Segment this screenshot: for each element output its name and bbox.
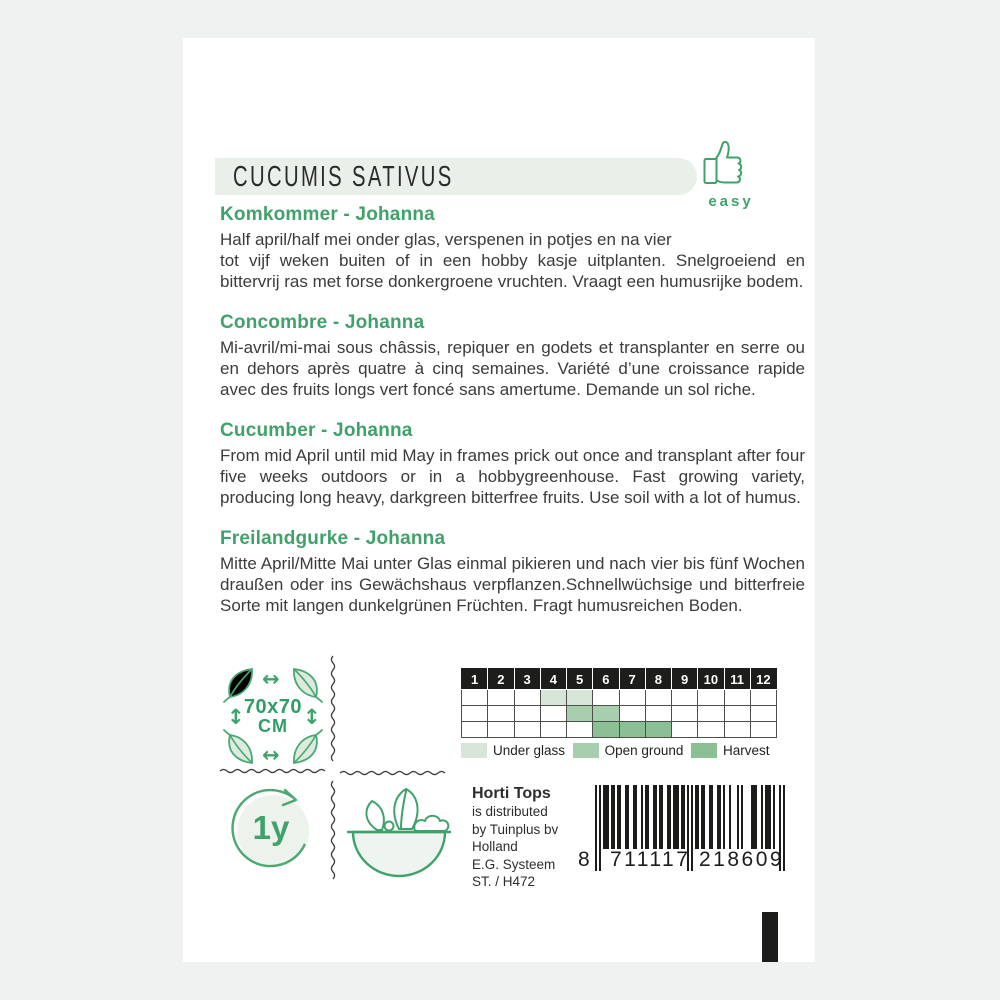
legend-label: Under glass bbox=[493, 743, 566, 758]
calendar-month-header: 9 bbox=[672, 669, 698, 690]
viability-label: 1y bbox=[252, 809, 290, 846]
section-heading-en: Cucumber - Johanna bbox=[220, 420, 413, 441]
distributor-name: Horti Tops bbox=[472, 785, 551, 802]
calendar-month-header: 7 bbox=[619, 669, 645, 690]
species-banner bbox=[215, 158, 697, 195]
plant-spacing-block bbox=[221, 665, 325, 769]
species-title: CUCUMIS SATIVUS bbox=[233, 159, 454, 193]
calendar-month-header: 3 bbox=[514, 669, 540, 690]
legend-item bbox=[573, 743, 691, 758]
calendar-cell bbox=[488, 690, 514, 706]
calendar-cell bbox=[514, 690, 540, 706]
calendar-month-header: 2 bbox=[488, 669, 514, 690]
print-color-bar bbox=[762, 912, 778, 962]
legend-label: Open ground bbox=[604, 743, 684, 758]
sowing-calendar bbox=[461, 668, 779, 758]
calendar-month-header: 12 bbox=[750, 669, 776, 690]
calendar-cell bbox=[619, 722, 645, 738]
calendar-cell bbox=[724, 722, 750, 738]
section-paragraph: From mid April until mid May in frames prick out once and transplant after four five weeks outdoors or in a hobbygreenhouse. Fast growing variety, producing long heavy, darkgreen bitterfree fruits. Use soil with a lot of humus. bbox=[220, 446, 805, 507]
section-en bbox=[220, 420, 805, 508]
calendar-cell bbox=[593, 690, 619, 706]
spacing-value: 70x70 bbox=[243, 696, 303, 718]
divider-wavy-vertical bbox=[329, 655, 338, 767]
divider-wavy-vertical bbox=[329, 780, 338, 882]
distributor-line: by Tuinplus bv bbox=[472, 821, 559, 837]
section-fr bbox=[220, 312, 805, 400]
section-heading-nl: Komkommer - Johanna bbox=[220, 204, 435, 225]
calendar-cell bbox=[672, 690, 698, 706]
distributor-line: E.G. Systeem bbox=[472, 856, 556, 872]
horizontal-arrow-icon: ↔ bbox=[262, 743, 280, 767]
calendar-cell bbox=[462, 690, 488, 706]
section-nl bbox=[220, 204, 805, 292]
distributor-info bbox=[472, 785, 558, 891]
difficulty-badge bbox=[698, 138, 764, 210]
calendar-cell bbox=[540, 690, 566, 706]
calendar-cell bbox=[698, 690, 724, 706]
salad-bowl-icon bbox=[343, 785, 455, 881]
vertical-arrow-icon: ↕ bbox=[227, 705, 245, 729]
calendar-month-header: 10 bbox=[698, 669, 724, 690]
calendar-month-header: 1 bbox=[462, 669, 488, 690]
legend-item bbox=[461, 743, 573, 758]
section-heading-fr: Concombre - Johanna bbox=[220, 312, 425, 333]
calendar-cell bbox=[645, 706, 671, 722]
calendar-cell bbox=[698, 706, 724, 722]
calendar-cell bbox=[645, 722, 671, 738]
spacing-unit: CM bbox=[258, 716, 288, 736]
section-heading-de: Freilandgurke - Johanna bbox=[220, 528, 446, 549]
legend-swatch bbox=[691, 743, 717, 758]
calendar-cell bbox=[698, 722, 724, 738]
calendar-cell bbox=[593, 706, 619, 722]
calendar-cell bbox=[462, 722, 488, 738]
calendar-cell bbox=[567, 722, 593, 738]
horizontal-arrow-icon: ↔ bbox=[262, 667, 280, 691]
calendar-cell bbox=[645, 690, 671, 706]
calendar-cell bbox=[567, 690, 593, 706]
legend-item bbox=[691, 743, 777, 758]
calendar-month-header: 6 bbox=[593, 669, 619, 690]
barcode-digit-lead: 8 bbox=[578, 848, 590, 871]
seed-viability-badge bbox=[227, 784, 315, 872]
section-paragraph: tot vijf weken buiten of in een hobby kasje uitplanten. Snelgroeiend en bittervrij ras met forse donkergroene vruchten. Vraagt een humusrijke bodem. bbox=[220, 251, 805, 291]
calendar-cell bbox=[619, 690, 645, 706]
barcode-digits-right: 218609 bbox=[699, 848, 785, 871]
calendar-cell bbox=[514, 706, 540, 722]
calendar-cell bbox=[672, 722, 698, 738]
ean-barcode bbox=[578, 785, 785, 889]
distributor-line: ST. / H472 bbox=[472, 874, 536, 889]
calendar-cell bbox=[488, 722, 514, 738]
distributor-line: Holland bbox=[472, 839, 518, 854]
section-de bbox=[220, 528, 805, 616]
vertical-arrow-icon: ↕ bbox=[303, 705, 321, 729]
calendar-cell bbox=[462, 706, 488, 722]
legend-swatch bbox=[573, 743, 599, 758]
barcode-digits-left: 711117 bbox=[610, 848, 691, 871]
calendar-cell bbox=[540, 706, 566, 722]
calendar-cell bbox=[514, 722, 540, 738]
calendar-cell bbox=[540, 722, 566, 738]
calendar-month-header: 4 bbox=[540, 669, 566, 690]
calendar-cell bbox=[750, 706, 776, 722]
distributor-lines bbox=[472, 803, 558, 891]
legend-label: Harvest bbox=[722, 743, 770, 758]
calendar-legend bbox=[461, 743, 777, 758]
calendar-cell bbox=[724, 706, 750, 722]
section-paragraph: Mi-avril/mi-mai sous châssis, repiquer en godets et transplanter en serre ou en dehors après quatre à cinq semaines. Variété d’une croissance rapide avec des fruits longs vert foncé sans amertume. Demande un sol riche. bbox=[220, 338, 805, 399]
spacing-text bbox=[221, 698, 325, 736]
calendar-cell bbox=[488, 706, 514, 722]
calendar-cell bbox=[750, 690, 776, 706]
legend-swatch bbox=[461, 743, 487, 758]
difficulty-label: easy bbox=[708, 193, 754, 210]
calendar-cell bbox=[619, 706, 645, 722]
divider-wavy-horizontal bbox=[219, 767, 332, 776]
calendar-month-header: 11 bbox=[724, 669, 750, 690]
calendar-cell bbox=[567, 706, 593, 722]
thumbs-up-icon bbox=[702, 138, 760, 190]
distributor-line: is distributed bbox=[472, 804, 548, 819]
section-paragraph: Mitte April/Mitte Mai unter Glas einmal pikieren und nach vier bis fünf Wochen draußen oder ins Gewächshaus verpflanzen.Schnellwüchsige und bitterfreie Sorte mit langen dunkelgrünen Früchten. Fragt humusreichen Boden. bbox=[220, 554, 805, 615]
calendar-month-header: 8 bbox=[645, 669, 671, 690]
calendar-cell bbox=[750, 722, 776, 738]
calendar-month-header: 5 bbox=[567, 669, 593, 690]
calendar-cell bbox=[724, 690, 750, 706]
divider-wavy-horizontal bbox=[339, 769, 449, 778]
calendar-table bbox=[461, 668, 777, 738]
calendar-cell bbox=[672, 706, 698, 722]
section-paragraph: Half april/half mei onder glas, verspenen in potjes en na vier bbox=[220, 230, 672, 249]
description-sections bbox=[220, 204, 805, 636]
seed-packet-card bbox=[183, 38, 815, 962]
calendar-cell bbox=[593, 722, 619, 738]
